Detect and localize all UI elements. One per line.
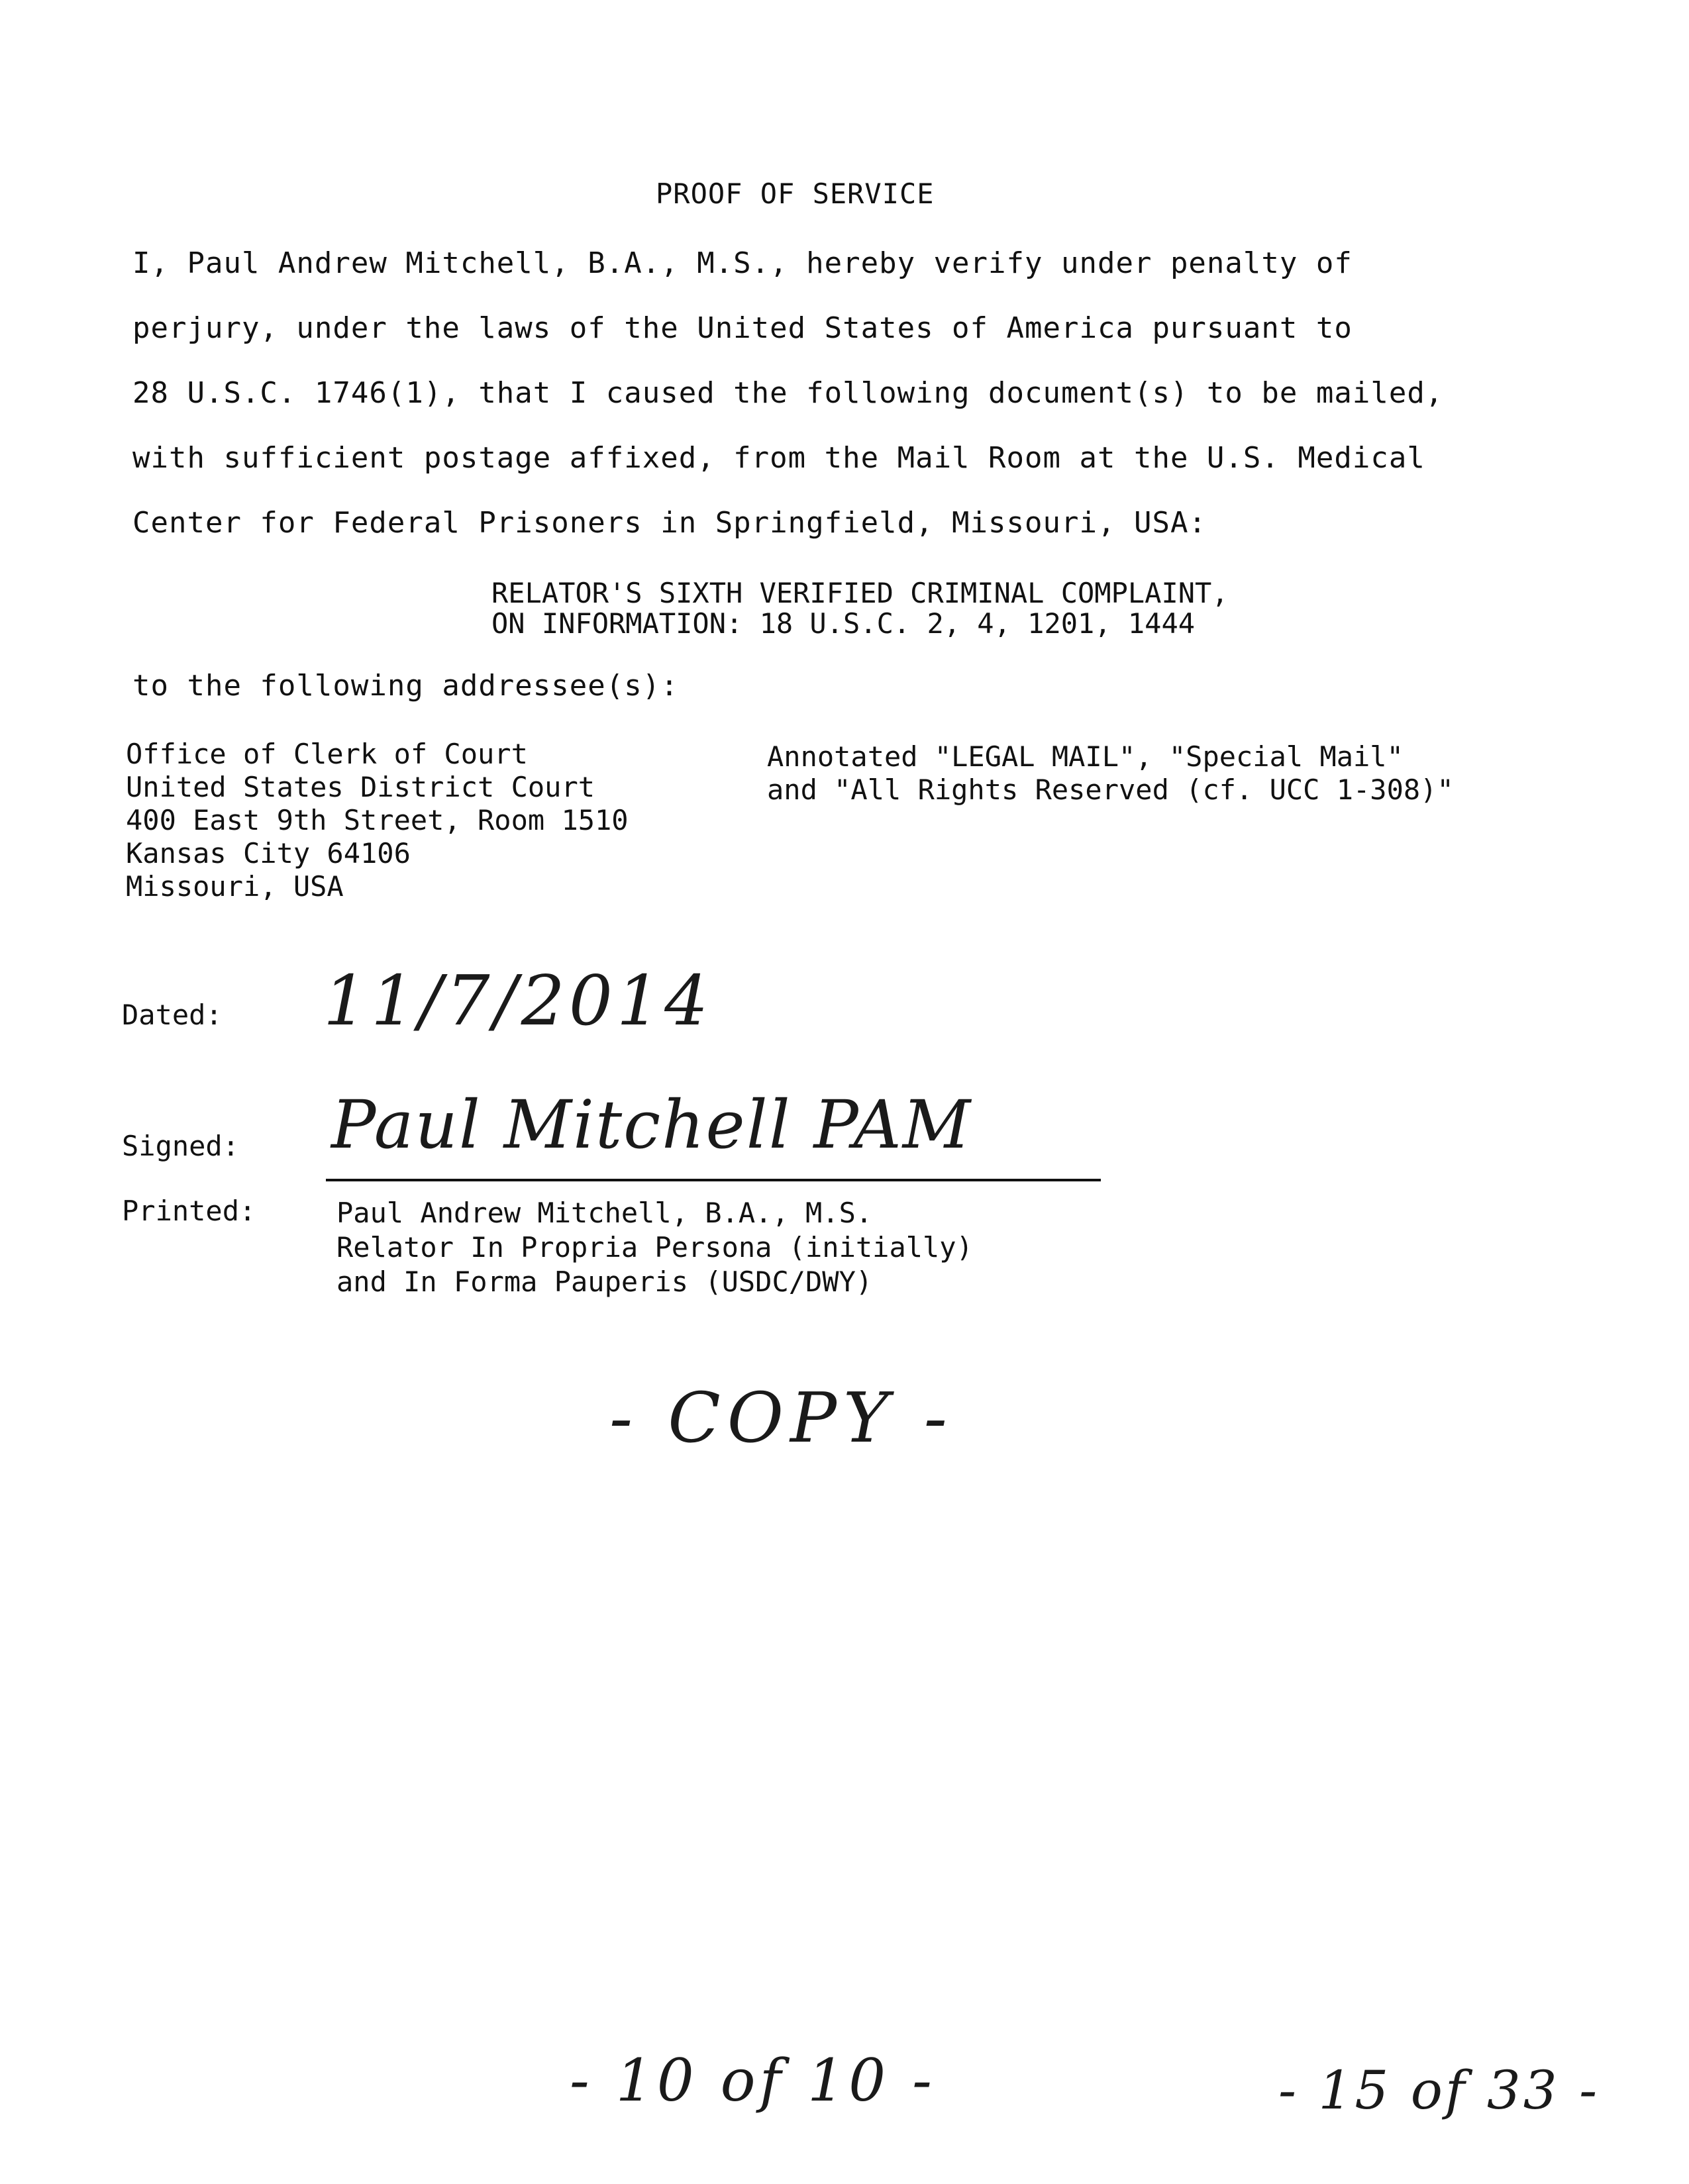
handwritten-date: 11/7/2014	[323, 960, 713, 1041]
addressee-line-1: Office of Clerk of Court	[126, 738, 528, 770]
addressee-line-4: Kansas City 64106	[126, 837, 411, 869]
document-title-line-2: ON INFORMATION: 18 U.S.C. 2, 4, 1201, 1444	[491, 607, 1196, 640]
annotation-line-2: and "All Rights Reserved (cf. UCC 1-308)"	[767, 773, 1454, 806]
signature-line	[326, 1179, 1101, 1181]
signature: Paul Mitchell PAM	[331, 1086, 972, 1164]
addressee-block	[126, 738, 629, 903]
printed-name-block	[336, 1196, 973, 1299]
page-title: PROOF OF SERVICE	[656, 177, 935, 210]
page-number: - 10 of 10 -	[570, 2046, 936, 2114]
body-line-4: with sufficient postage affixed, from the Mail Room at the U.S. Medical	[132, 441, 1425, 475]
body-line-2: perjury, under the laws of the United States of America pursuant to	[132, 311, 1353, 345]
body-line-1: I, Paul Andrew Mitchell, B.A., M.S., hereby verify under penalty of	[132, 246, 1353, 280]
printed-name-line-1: Paul Andrew Mitchell, B.A., M.S.	[336, 1197, 873, 1229]
addressee-line-2: United States District Court	[126, 771, 595, 803]
annotation-line-1: Annotated "LEGAL MAIL", "Special Mail"	[767, 740, 1404, 773]
body-line-5: Center for Federal Prisoners in Springfield, Missouri, USA:	[132, 506, 1207, 540]
body-line-3: 28 U.S.C. 1746(1), that I caused the following document(s) to be mailed,	[132, 376, 1444, 410]
signed-label: Signed:	[122, 1130, 240, 1162]
dated-label: Dated:	[122, 999, 223, 1031]
annotation-block	[767, 740, 1454, 807]
printed-name-line-3: and In Forma Pauperis (USDC/DWY)	[336, 1266, 873, 1298]
set-number: - 15 of 33 -	[1278, 2060, 1600, 2121]
addressee-line-3: 400 East 9th Street, Room 1510	[126, 804, 629, 836]
to-addressees-line: to the following addressee(s):	[132, 669, 679, 703]
printed-label: Printed:	[122, 1195, 256, 1227]
copy-mark: - COPY -	[609, 1377, 954, 1458]
addressee-line-5: Missouri, USA	[126, 870, 344, 903]
document-title-line-1: RELATOR'S SIXTH VERIFIED CRIMINAL COMPLAINT,	[491, 577, 1229, 609]
printed-name-line-2: Relator In Propria Persona (initially)	[336, 1231, 973, 1264]
